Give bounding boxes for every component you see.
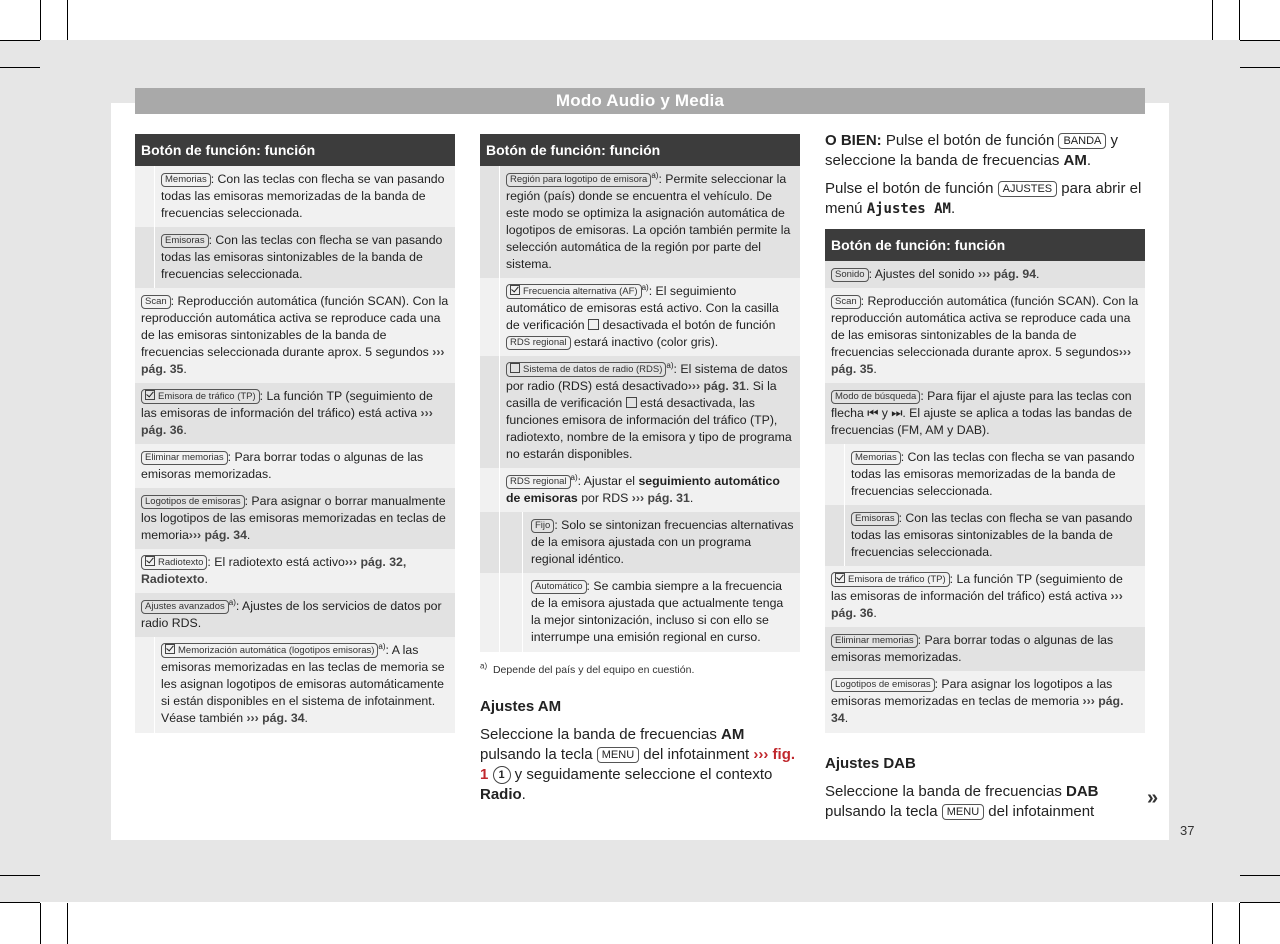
table-row <box>825 671 1145 733</box>
table-row <box>825 261 1145 288</box>
footnote-mark: a) <box>651 170 659 180</box>
row-text: estará inactivo (color gris). <box>570 335 719 349</box>
checkbox-empty-icon <box>626 397 637 408</box>
table-row <box>480 512 800 573</box>
ajustes-dab-text: Seleccione la banda de frecuencias DAB pulsando la tecla MENU del infotainment <box>825 783 1099 820</box>
footnote-mark: a) <box>228 597 236 607</box>
row-text: : Solo se sintonizan frecuencias alternativas de la emisora ajustada con un programa regional idéntico. <box>531 518 794 566</box>
rds-regional-key: RDS regional <box>506 336 571 350</box>
table-row <box>135 444 455 488</box>
page-ref: ››› pág. 34 <box>246 711 305 725</box>
row-text: desactivada el botón de función <box>599 318 776 332</box>
ajustes-avanzados-key: Ajustes avanzados <box>141 600 229 614</box>
emisoras-key: Emisoras <box>161 234 209 248</box>
page-ref: ››› pág. 34 <box>188 528 247 542</box>
row-text: : Para fijar el ajuste para las teclas con flecha ⏮ y ⏭. El ajuste se aplica a todas las bandas de frecuencias (FM, AM y DAB). <box>831 389 1133 437</box>
logotipos-key: Logotipos de emisoras <box>831 678 935 692</box>
row-text: : Con las teclas con flecha se van pasando todas las emisoras memorizadas de la banda de frecuencias seleccionada. <box>851 450 1135 498</box>
page-ref: ››› pág. 94 <box>977 267 1037 281</box>
ajustes-dab-heading: Ajustes DAB <box>825 755 916 772</box>
checkbox-empty-icon <box>588 319 599 330</box>
table-row <box>135 488 455 549</box>
row-text: : Con las teclas con flecha se van pasando todas las emisoras memorizadas de la banda de frecuencias seleccionada. <box>161 172 445 220</box>
row-text: : Ajustar el <box>577 474 639 488</box>
scan-key: Scan <box>831 295 861 309</box>
footnote-mark: a) <box>641 282 649 292</box>
table-row <box>135 166 455 227</box>
function-table <box>825 229 1145 733</box>
row-text: : El radiotexto está activo <box>207 555 345 569</box>
row-end: . <box>873 362 877 376</box>
banda-key: BANDA <box>1058 133 1106 149</box>
table-header: Botón de función: función <box>135 134 455 166</box>
row-text: : Para borrar todas o algunas de las emisoras memorizadas. <box>831 633 1114 664</box>
column-2 <box>480 134 800 813</box>
crop-mark <box>0 67 40 68</box>
region-key: Región para logotipo de emisora <box>506 173 651 187</box>
menu-key: MENU <box>597 747 639 763</box>
row-text: : Reproducción automática (función SCAN). Con la reproducción automática activa se reproduce cada una de las emisoras sintonizables de la banda de frecuencias seleccionada durante aprox. 5 segundos <box>141 294 449 359</box>
crop-mark <box>1239 903 1240 944</box>
table-row <box>135 593 455 637</box>
table-row <box>480 356 800 468</box>
page-number: 37 <box>1180 823 1195 838</box>
row-end: . <box>204 572 208 586</box>
crop-mark <box>1240 67 1280 68</box>
intro-text: O BIEN: Pulse el botón de función BANDA y seleccione la banda de frecuencias AM. Pulse el botón de función AJUSTES para abrir el menú Ajustes AM. <box>825 132 1142 217</box>
table-row <box>135 288 455 383</box>
ajustes-am-heading: Ajustes AM <box>480 698 562 715</box>
callout-number: 1 <box>493 766 511 784</box>
section-header: Modo Audio y Media <box>135 88 1145 114</box>
row-end: . <box>183 423 187 437</box>
memorias-key: Memorias <box>851 451 901 465</box>
row-text: : A las emisoras memorizadas en las teclas de memoria se les asignan logotipos de emisoras automáticamente si están disponibles en el sistema de infotainment. Véase también <box>161 643 445 725</box>
page-ref: ››› pág. 34 <box>831 694 1124 725</box>
crop-mark <box>40 903 41 944</box>
table-row <box>480 278 800 356</box>
table-row <box>825 383 1145 444</box>
memorizacion-key: Memorización automática (logotipos emisoras) <box>161 643 378 658</box>
row-text: : El seguimiento automático de emisoras está activo. Con la casilla de verificación <box>506 284 779 332</box>
modo-busqueda-key: Modo de búsqueda <box>831 390 920 404</box>
rds-regional-key: RDS regional <box>506 475 571 489</box>
page-ref: ››› pág. 32, Radiotexto <box>141 555 407 586</box>
crop-mark <box>0 40 40 41</box>
row-text: por RDS <box>577 491 632 505</box>
checkbox-checked-icon <box>835 573 845 583</box>
table-row <box>135 383 455 444</box>
row-end: . <box>1036 267 1040 281</box>
row-text: : Se cambia siempre a la frecuencia de la emisora ajustada que actualmente tenga la mejor sintonización, incluso si con ello se interrumpe una emisión regional en curso. <box>531 579 784 644</box>
page-ref: ››› pág. 36 <box>141 406 433 437</box>
menu-name: Ajustes AM <box>866 201 951 217</box>
row-text: : Para borrar todas o algunas de las emisoras memorizadas. <box>141 450 424 481</box>
crop-mark <box>67 903 68 944</box>
figure-ref: ››› fig. 1 <box>480 746 796 783</box>
page-ref: ››› pág. 36 <box>831 589 1123 620</box>
table-row <box>825 566 1145 627</box>
ajustes-am-text: Seleccione la banda de frecuencias AM pulsando la tecla MENU del infotainment ››› fig. 1 1 y seguidamente seleccione el contexto Radio. <box>480 726 796 803</box>
row-text: : La función TP (seguimiento de las emisoras de información del tráfico) está activa <box>141 389 433 420</box>
checkbox-checked-icon <box>510 285 520 295</box>
crop-mark <box>67 0 68 40</box>
row-bold-text: seguimiento automático de emisoras <box>506 474 780 505</box>
row-end: . <box>844 711 849 725</box>
table-header: Botón de función: función <box>825 229 1145 261</box>
row-end: . <box>873 606 877 620</box>
table-row <box>135 549 455 593</box>
row-end: . <box>304 711 308 725</box>
row-text: : Ajustes de los servicios de datos por radio RDS. <box>141 599 442 630</box>
page-ref: ››› pág. 31 <box>631 491 690 505</box>
checkbox-checked-icon <box>145 390 155 400</box>
page-ref: ››› pág. 31 <box>687 379 746 393</box>
crop-mark <box>1240 875 1280 876</box>
automatico-key: Automático <box>531 580 587 594</box>
page-ref: ››› pág. 35 <box>141 345 445 376</box>
row-end: . <box>183 362 187 376</box>
table-row <box>480 573 800 652</box>
column-3 <box>825 131 1145 830</box>
tp-key: Emisora de tráfico (TP) <box>831 572 950 587</box>
af-key: Frecuencia alternativa (AF) <box>506 284 642 299</box>
crop-mark <box>1239 0 1240 40</box>
table-row <box>480 468 800 512</box>
row-text: : La función TP (seguimiento de las emisoras de información del tráfico) está activa <box>831 572 1123 603</box>
row-text: : Permite seleccionar la región (país) donde se encuentra el vehículo. De este modo se optimiza la asignación automática de logotipos de emisoras. La opción también permite la selección automática de la región por parte del sistema. <box>506 172 791 271</box>
row-text: : Para asignar o borrar manualmente los logotipos de las emisoras memorizadas en teclas de memoria <box>141 494 446 542</box>
table-row <box>825 505 1145 566</box>
eliminar-memorias-key: Eliminar memorias <box>141 451 228 465</box>
eliminar-memorias-key: Eliminar memorias <box>831 634 918 648</box>
function-table <box>135 134 455 733</box>
tp-key: Emisora de tráfico (TP) <box>141 389 260 404</box>
checkbox-checked-icon <box>145 556 155 566</box>
crop-mark <box>0 902 40 903</box>
row-text: : Para asignar los logotipos a las emisoras memorizadas en teclas de memoria <box>831 677 1113 708</box>
crop-mark <box>1240 40 1280 41</box>
radiotexto-key: Radiotexto <box>141 555 207 570</box>
menu-key: MENU <box>942 804 984 820</box>
crop-mark <box>1212 903 1213 944</box>
crop-mark <box>40 0 41 40</box>
crop-mark <box>1212 0 1213 40</box>
continue-arrow-icon: » <box>1147 787 1159 809</box>
scan-key: Scan <box>141 295 171 309</box>
row-text: : El sistema de datos por radio (RDS) está desactivado <box>506 362 788 393</box>
row-text: : Con las teclas con flecha se van pasando todas las emisoras sintonizables de la banda de frecuencias seleccionada. <box>851 511 1133 559</box>
table-row <box>135 637 455 733</box>
table-row <box>135 227 455 288</box>
page-ref: ››› pág. 35 <box>831 345 1132 376</box>
sonido-key: Sonido <box>831 268 869 282</box>
column-1 <box>135 134 455 733</box>
footnote-mark: a) <box>666 360 674 370</box>
table-row <box>480 166 800 278</box>
rds-key: Sistema de datos de radio (RDS) <box>506 362 666 377</box>
row-text: . Si la casilla de verificación <box>506 379 777 410</box>
row-text: : Reproducción automática (función SCAN). Con la reproducción automática activa se reproduce cada una de las emisoras sintonizables de la banda de frecuencias seleccionada durante aprox. 5 segundos <box>831 294 1139 359</box>
function-table <box>480 134 800 652</box>
table-row <box>825 627 1145 671</box>
crop-mark <box>0 875 40 876</box>
ajustes-key: AJUSTES <box>998 181 1058 197</box>
row-text: está desactivada, las funciones emisora de información del tráfico (TP), radiotexto, nombre de la emisora y tipo de programa no estarán disponibles. <box>506 396 792 461</box>
row-end: . <box>689 491 694 505</box>
row-end: . <box>246 528 251 542</box>
row-text: : Con las teclas con flecha se van pasando todas las emisoras sintonizables de la banda de frecuencias seleccionada. <box>161 233 443 281</box>
logotipos-key: Logotipos de emisoras <box>141 495 245 509</box>
crop-mark <box>1240 902 1280 903</box>
fijo-key: Fijo <box>531 519 554 533</box>
footnote-mark: a) <box>570 472 578 482</box>
row-text: : Ajustes del sonido <box>868 267 978 281</box>
footnote: $^{a)}$ Depende del país y del equipo en cuestión. <box>480 661 695 676</box>
table-row <box>825 444 1145 505</box>
checkbox-checked-icon <box>165 644 175 654</box>
footnote-mark: a) <box>378 641 386 651</box>
table-row <box>825 288 1145 383</box>
table-header: Botón de función: función <box>480 134 800 166</box>
memorias-key: Memorias <box>161 173 211 187</box>
emisoras-key: Emisoras <box>851 512 899 526</box>
checkbox-empty-icon <box>510 363 520 373</box>
